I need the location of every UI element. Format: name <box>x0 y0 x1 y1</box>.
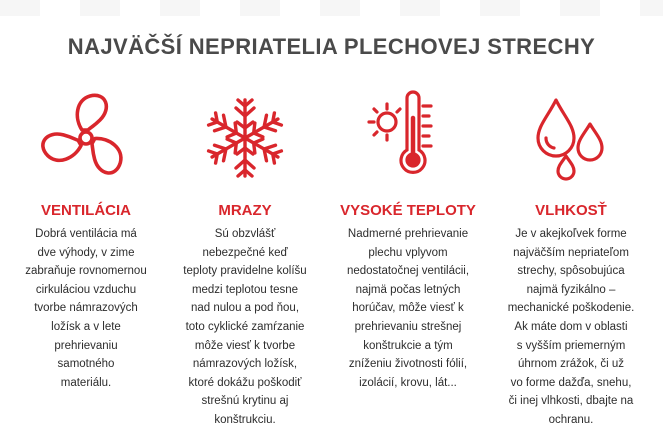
top-stripe <box>0 0 663 16</box>
text-humidity: Je v akejkoľvek forme najväčším nepriateľom strechy, spôsobujúca najmä fyzikálno – mechanické poškodenie. Ak máte dom v oblasti s vyšším priemerným úhrnom zrážok, či už vo forme dažďa, snehu, či inej vlhkosti, dbajte na ochranu. <box>507 228 635 426</box>
thermometer-sun-icon <box>363 88 453 188</box>
heading-humidity: VLHKOSŤ <box>535 202 607 219</box>
text-high-temperatures: Nadmerné prehrievanie plechu vplyvom nedostatočnej ventilácii, najmä počas letných horúčav, môže viesť k prehrievaniu strešnej konštrukcie a tým zníženiu životnosti fólií, izolácií, krovu, lát... <box>346 228 470 389</box>
heading-frost: MRAZY <box>218 202 272 219</box>
heading-high-temperatures: VYSOKÉ TEPLOTY <box>340 202 476 219</box>
snowflake-icon <box>200 88 290 188</box>
column-frost <box>170 88 320 430</box>
water-drops-icon <box>526 88 616 188</box>
column-ventilation <box>11 88 161 392</box>
page-title: NAJVÄČŠÍ NEPRIATELIA PLECHOVEJ STRECHY <box>67 34 596 59</box>
column-humidity <box>496 88 646 430</box>
text-frost: Sú obzvlášť nebezpečné keď teploty pravidelne kolíšu medzi teplotou tesne nad nulou a pod ňou, toto cyklické zamŕzanie môže viesť k tvorbe námrazových ložísk, ktoré dokážu poškodiť strešnú krytinu aj konštrukciu. <box>183 228 307 426</box>
fan-icon <box>41 88 131 188</box>
column-high-temperatures <box>333 88 483 392</box>
heading-ventilation: VENTILÁCIA <box>41 202 131 219</box>
text-ventilation: Dobrá ventilácia má dve výhody, v zime zabraňuje rovnomernou cirkuláciou vzduchu tvorbe námrazových ložísk a v lete prehrievaniu samotného materiálu. <box>25 228 147 389</box>
